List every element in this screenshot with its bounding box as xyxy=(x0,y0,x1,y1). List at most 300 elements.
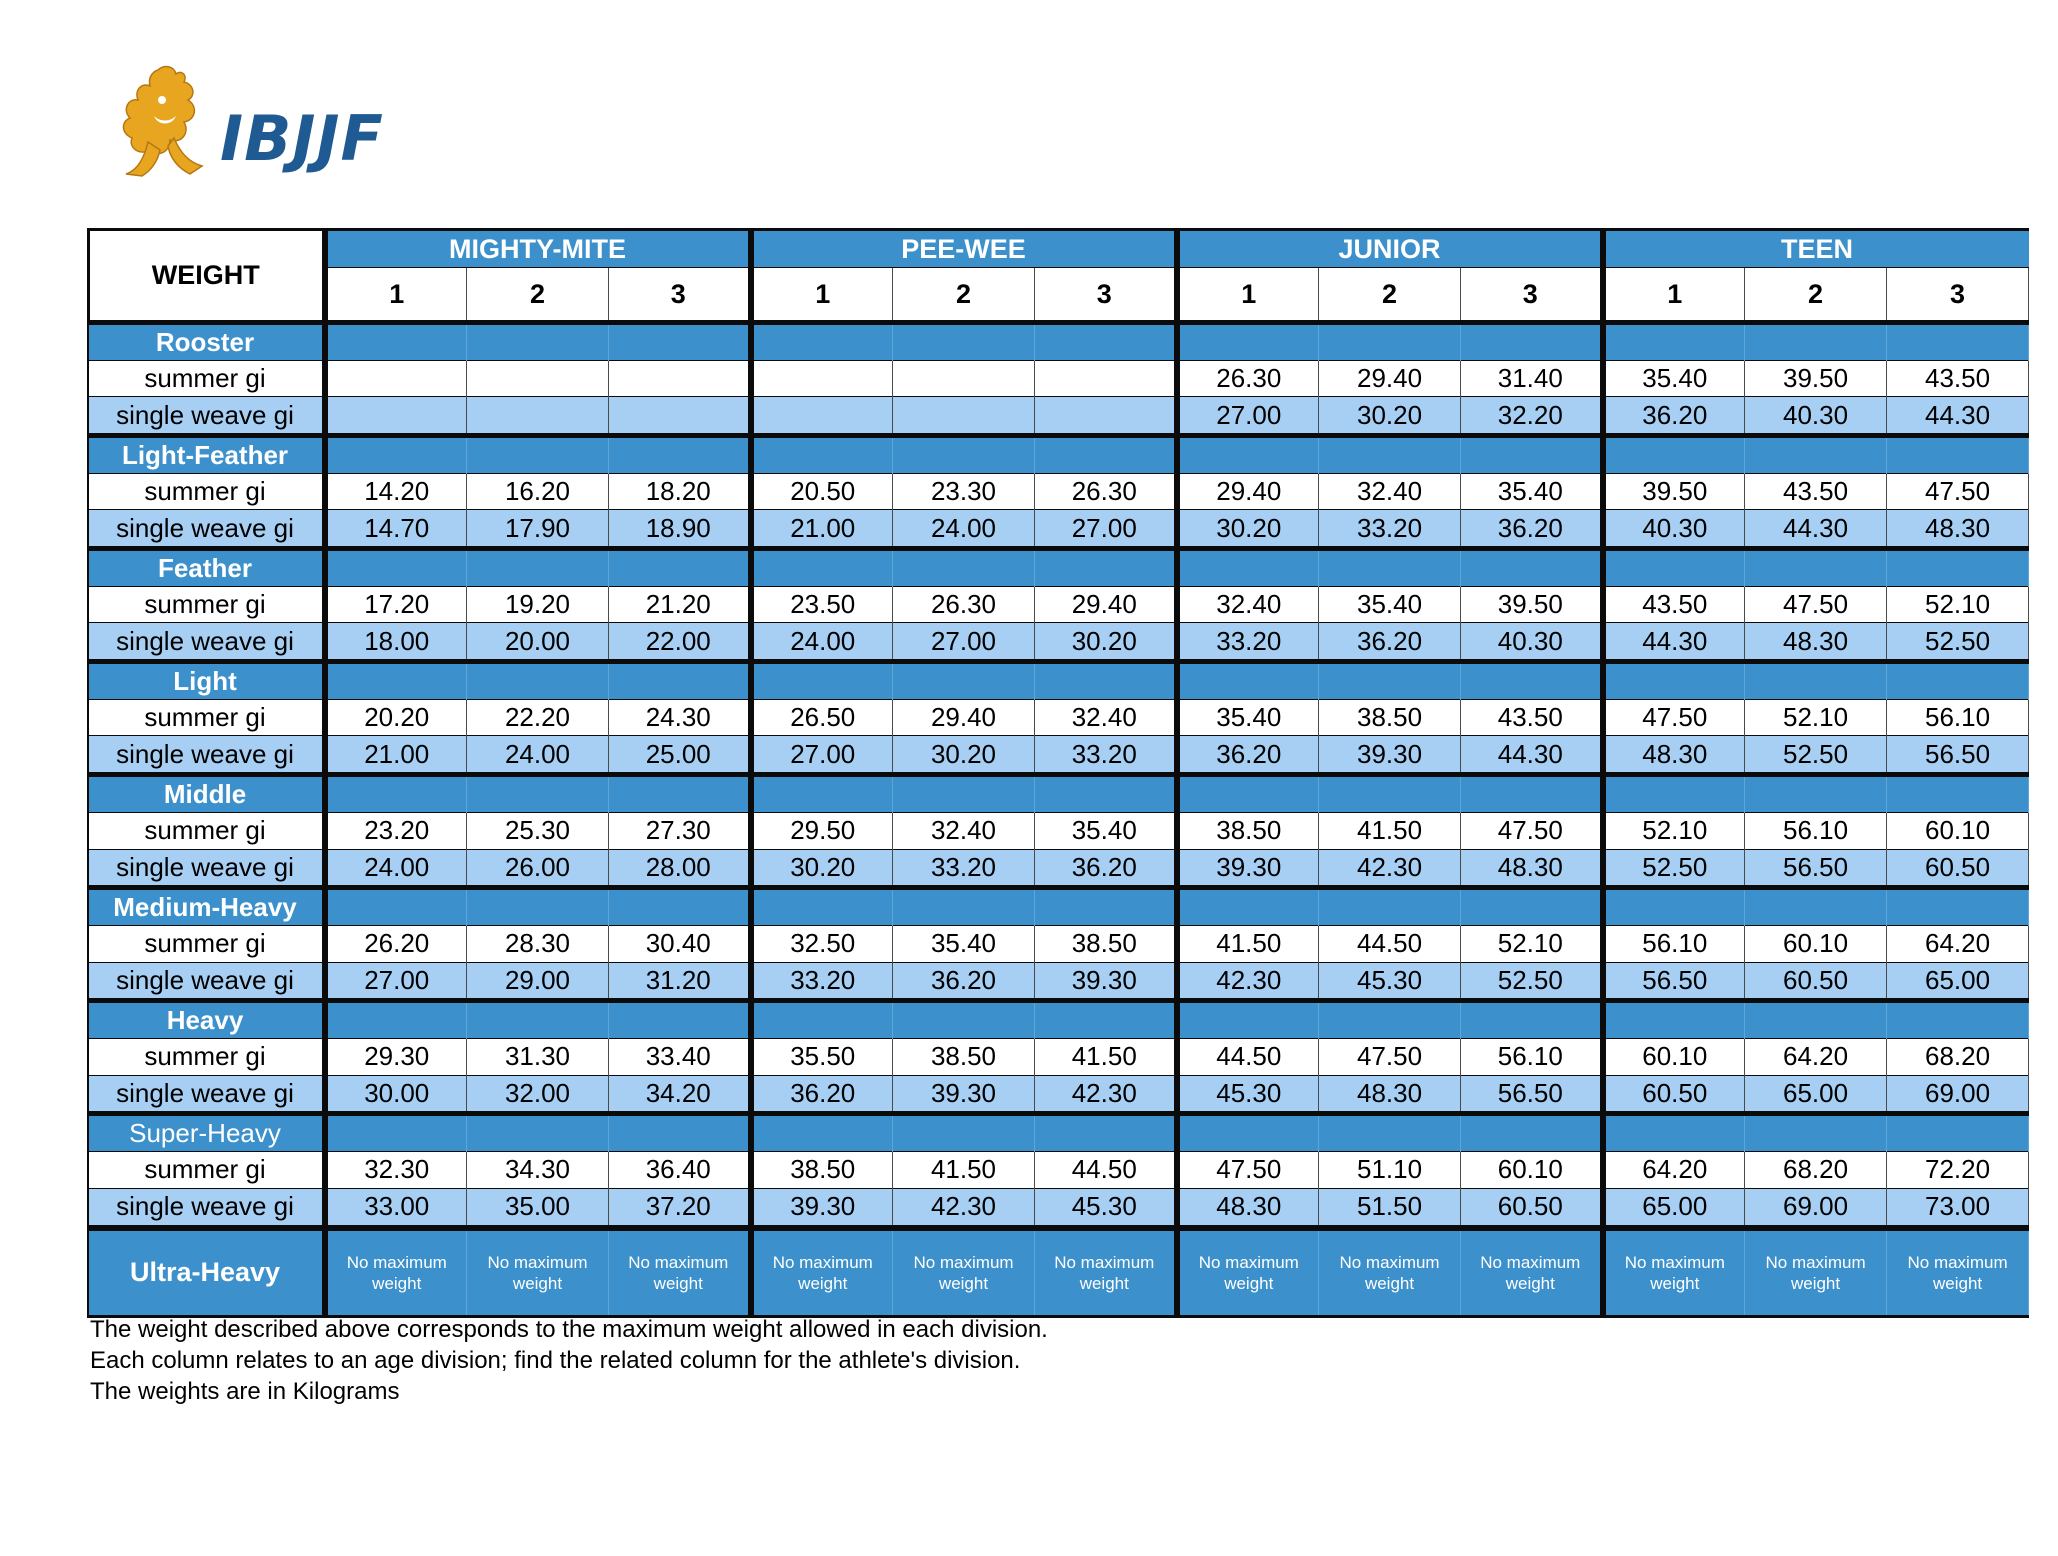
category-band-cell xyxy=(1319,1001,1461,1039)
weight-value: 65.00 xyxy=(1745,1075,1887,1114)
weight-value: 27.00 xyxy=(325,962,467,1001)
no-maximum-text: weight xyxy=(1932,1273,1983,1293)
weight-value: 60.50 xyxy=(1603,1075,1745,1114)
weight-value: 40.30 xyxy=(1603,510,1745,549)
weight-value: 41.50 xyxy=(1319,812,1461,849)
weight-value: 60.50 xyxy=(1745,962,1887,1001)
weight-value: 20.50 xyxy=(751,473,893,510)
weight-value: 35.00 xyxy=(467,1188,609,1227)
weight-value: 43.50 xyxy=(1603,586,1745,623)
category-band-cell xyxy=(1887,888,2029,926)
weight-row xyxy=(89,699,2029,736)
weight-value: 32.30 xyxy=(325,1152,467,1189)
no-maximum-cell xyxy=(609,1228,751,1317)
no-maximum-text: weight xyxy=(1790,1273,1841,1293)
weight-value: 44.30 xyxy=(1603,623,1745,662)
weight-value: 38.50 xyxy=(751,1152,893,1189)
no-maximum-text: No maximum xyxy=(1765,1252,1866,1272)
weight-value: 33.00 xyxy=(325,1188,467,1227)
weight-value: 44.30 xyxy=(1461,736,1603,775)
gi-type-label: summer gi xyxy=(89,360,325,397)
category-band-cell xyxy=(1745,775,1887,813)
category-band-cell xyxy=(1177,1114,1319,1152)
category-row xyxy=(89,888,2029,926)
age-subdivision-header: 1 xyxy=(751,268,893,323)
gi-type-label: summer gi xyxy=(89,699,325,736)
weight-value: 23.20 xyxy=(325,812,467,849)
weight-value xyxy=(467,397,609,436)
weight-value: 43.50 xyxy=(1887,360,2029,397)
weight-value: 39.30 xyxy=(1035,962,1177,1001)
weight-value: 29.40 xyxy=(1035,586,1177,623)
weight-value: 34.30 xyxy=(467,1152,609,1189)
category-band-cell xyxy=(1603,1001,1745,1039)
category-name: Ultra-Heavy xyxy=(89,1228,325,1317)
weight-value: 20.00 xyxy=(467,623,609,662)
weight-value: 39.50 xyxy=(1745,360,1887,397)
category-band-cell xyxy=(1319,888,1461,926)
weight-value: 56.10 xyxy=(1461,1039,1603,1076)
weight-value: 24.00 xyxy=(467,736,609,775)
weight-value: 24.30 xyxy=(609,699,751,736)
weight-value: 39.30 xyxy=(1319,736,1461,775)
weight-value: 35.40 xyxy=(1461,473,1603,510)
no-maximum-cell xyxy=(1745,1228,1887,1317)
weight-value: 40.30 xyxy=(1745,397,1887,436)
weight-value: 52.50 xyxy=(1887,623,2029,662)
weight-value: 38.50 xyxy=(1035,926,1177,963)
weight-value: 24.00 xyxy=(751,623,893,662)
weight-row xyxy=(89,360,2029,397)
category-band-cell xyxy=(1177,436,1319,474)
weight-value: 17.20 xyxy=(325,586,467,623)
footnotes xyxy=(90,1314,1048,1407)
weight-value: 48.30 xyxy=(1887,510,2029,549)
category-band-cell xyxy=(325,1114,467,1152)
weight-value: 30.20 xyxy=(893,736,1035,775)
gi-type-label: summer gi xyxy=(89,812,325,849)
weight-value: 36.20 xyxy=(1035,849,1177,888)
weight-value: 52.50 xyxy=(1461,962,1603,1001)
category-row xyxy=(89,662,2029,700)
weight-value: 56.50 xyxy=(1887,736,2029,775)
category-band-cell xyxy=(325,888,467,926)
category-band-cell xyxy=(325,549,467,587)
weight-value: 32.40 xyxy=(1035,699,1177,736)
age-subdivision-header: 1 xyxy=(1603,268,1745,323)
weight-value: 26.00 xyxy=(467,849,609,888)
category-band-cell xyxy=(609,775,751,813)
weight-row xyxy=(89,586,2029,623)
category-band-cell xyxy=(609,888,751,926)
weight-row xyxy=(89,1075,2029,1114)
category-band-cell xyxy=(325,323,467,361)
category-band-cell xyxy=(467,1114,609,1152)
no-maximum-text: weight xyxy=(512,1273,563,1293)
no-maximum-text: No maximum xyxy=(1054,1252,1155,1272)
weight-value: 30.20 xyxy=(1319,397,1461,436)
category-band-cell xyxy=(1745,436,1887,474)
weight-value: 34.20 xyxy=(609,1075,751,1114)
weight-value: 64.20 xyxy=(1745,1039,1887,1076)
weight-value: 39.50 xyxy=(1461,586,1603,623)
age-subdivision-header: 3 xyxy=(1887,268,2029,323)
weight-row xyxy=(89,1039,2029,1076)
weight-value: 36.20 xyxy=(751,1075,893,1114)
category-band-cell xyxy=(1177,323,1319,361)
weight-value: 56.10 xyxy=(1745,812,1887,849)
weight-value: 44.50 xyxy=(1177,1039,1319,1076)
weight-value: 52.10 xyxy=(1461,926,1603,963)
weight-value: 29.40 xyxy=(1319,360,1461,397)
category-band-cell xyxy=(1745,1001,1887,1039)
weight-value: 31.30 xyxy=(467,1039,609,1076)
gi-type-label: single weave gi xyxy=(89,849,325,888)
category-band-cell xyxy=(893,1114,1035,1152)
footnote-units: The weights are in Kilograms xyxy=(90,1378,400,1405)
category-band-cell xyxy=(893,323,1035,361)
weight-row xyxy=(89,926,2029,963)
footnote-max-weight: The weight described above corresponds to the maximum weight allowed in each division. xyxy=(90,1316,1048,1343)
ultra-heavy-row xyxy=(89,1228,2029,1317)
category-band-cell xyxy=(751,1001,893,1039)
category-row xyxy=(89,1001,2029,1039)
gi-type-label: summer gi xyxy=(89,1152,325,1189)
weight-value: 26.50 xyxy=(751,699,893,736)
weight-value: 52.10 xyxy=(1603,812,1745,849)
gi-type-label: single weave gi xyxy=(89,736,325,775)
category-band-cell xyxy=(893,1001,1035,1039)
category-band-cell xyxy=(609,436,751,474)
weight-value: 68.20 xyxy=(1887,1039,2029,1076)
weight-value: 25.30 xyxy=(467,812,609,849)
category-band-cell xyxy=(1035,662,1177,700)
weight-row xyxy=(89,1188,2029,1227)
weight-value: 17.90 xyxy=(467,510,609,549)
weight-value: 39.30 xyxy=(1177,849,1319,888)
category-band-cell xyxy=(1035,436,1177,474)
weight-value: 16.20 xyxy=(467,473,609,510)
weight-value xyxy=(893,397,1035,436)
category-band-cell xyxy=(467,323,609,361)
category-band-cell xyxy=(1887,775,2029,813)
weight-value: 35.40 xyxy=(1177,699,1319,736)
category-band-cell xyxy=(751,549,893,587)
category-row xyxy=(89,436,2029,474)
weight-value: 48.30 xyxy=(1745,623,1887,662)
weight-value: 26.20 xyxy=(325,926,467,963)
weight-row xyxy=(89,623,2029,662)
category-band-cell xyxy=(1035,323,1177,361)
weight-value: 51.10 xyxy=(1319,1152,1461,1189)
weight-value: 56.50 xyxy=(1461,1075,1603,1114)
weight-value: 72.20 xyxy=(1887,1152,2029,1189)
weight-value: 30.20 xyxy=(1177,510,1319,549)
category-band-cell xyxy=(1461,888,1603,926)
weight-value: 60.50 xyxy=(1461,1188,1603,1227)
category-band-cell xyxy=(751,662,893,700)
weight-value xyxy=(751,397,893,436)
weight-value: 18.20 xyxy=(609,473,751,510)
category-band-cell xyxy=(609,549,751,587)
category-band-cell xyxy=(1319,662,1461,700)
weight-value xyxy=(467,360,609,397)
category-band-cell xyxy=(1603,323,1745,361)
weight-value: 36.20 xyxy=(1461,510,1603,549)
weight-value: 47.50 xyxy=(1177,1152,1319,1189)
ibjjf-logo xyxy=(118,62,418,188)
no-maximum-text: weight xyxy=(372,1273,422,1293)
weight-value: 35.50 xyxy=(751,1039,893,1076)
no-maximum-text: No maximum xyxy=(487,1252,588,1272)
weight-value: 35.40 xyxy=(1319,586,1461,623)
weight-value: 60.10 xyxy=(1887,812,2029,849)
category-band-cell xyxy=(893,549,1035,587)
age-subdivision-header: 2 xyxy=(893,268,1035,323)
gi-type-label: summer gi xyxy=(89,586,325,623)
weight-value xyxy=(1035,360,1177,397)
age-subdivision-header: 1 xyxy=(1177,268,1319,323)
weight-value: 56.50 xyxy=(1603,962,1745,1001)
category-band-cell xyxy=(893,436,1035,474)
no-maximum-text: No maximum xyxy=(628,1252,729,1272)
weight-value: 30.00 xyxy=(325,1075,467,1114)
no-maximum-cell xyxy=(1319,1228,1461,1317)
weight-value: 23.50 xyxy=(751,586,893,623)
weight-value: 35.40 xyxy=(893,926,1035,963)
weight-value: 48.30 xyxy=(1319,1075,1461,1114)
no-maximum-cell xyxy=(467,1228,609,1317)
no-maximum-text: weight xyxy=(1364,1273,1415,1293)
category-band-cell xyxy=(467,888,609,926)
no-maximum-text: weight xyxy=(1650,1273,1700,1293)
age-subdivision-header: 3 xyxy=(1461,268,1603,323)
weight-value: 41.50 xyxy=(893,1152,1035,1189)
weight-value: 47.50 xyxy=(1745,586,1887,623)
gi-type-label: single weave gi xyxy=(89,962,325,1001)
weight-value: 47.50 xyxy=(1887,473,2029,510)
weight-value: 21.20 xyxy=(609,586,751,623)
no-maximum-text: No maximum xyxy=(1339,1252,1440,1272)
no-maximum-text: weight xyxy=(653,1273,703,1293)
category-band-cell xyxy=(1035,1001,1177,1039)
weight-value xyxy=(609,360,751,397)
weight-value: 45.30 xyxy=(1035,1188,1177,1227)
weight-value: 24.00 xyxy=(325,849,467,888)
category-band-cell xyxy=(1603,775,1745,813)
no-maximum-text: weight xyxy=(938,1273,989,1293)
weight-value: 51.50 xyxy=(1319,1188,1461,1227)
category-band-cell xyxy=(325,775,467,813)
weight-value: 36.20 xyxy=(1319,623,1461,662)
weight-value: 36.20 xyxy=(1603,397,1745,436)
category-band-cell xyxy=(1745,323,1887,361)
age-subdivision-header: 3 xyxy=(1035,268,1177,323)
category-band-cell xyxy=(751,436,893,474)
weight-value: 52.50 xyxy=(1745,736,1887,775)
weight-value: 28.00 xyxy=(609,849,751,888)
gi-type-label: single weave gi xyxy=(89,510,325,549)
weight-value: 29.40 xyxy=(893,699,1035,736)
weight-row xyxy=(89,812,2029,849)
division-header: JUNIOR xyxy=(1177,230,1603,268)
weight-value: 65.00 xyxy=(1887,962,2029,1001)
no-maximum-text: No maximum xyxy=(1198,1252,1299,1272)
weight-value: 21.00 xyxy=(325,736,467,775)
weight-value: 29.30 xyxy=(325,1039,467,1076)
weight-value: 42.30 xyxy=(1035,1075,1177,1114)
weight-value: 64.20 xyxy=(1887,926,2029,963)
category-band-cell xyxy=(1887,1001,2029,1039)
weight-value: 60.10 xyxy=(1461,1152,1603,1189)
category-band-cell xyxy=(1461,662,1603,700)
gi-type-label: summer gi xyxy=(89,926,325,963)
weight-row xyxy=(89,510,2029,549)
weight-value: 42.30 xyxy=(1177,962,1319,1001)
category-band-cell xyxy=(1461,436,1603,474)
category-name: Super-Heavy xyxy=(89,1114,325,1152)
category-band-cell xyxy=(893,662,1035,700)
no-maximum-cell xyxy=(325,1228,467,1317)
logo-text: IBJJF xyxy=(220,102,384,175)
no-maximum-text: No maximum xyxy=(1907,1252,2008,1272)
category-band-cell xyxy=(609,1114,751,1152)
category-band-cell xyxy=(467,775,609,813)
category-band-cell xyxy=(1745,1114,1887,1152)
weight-value: 52.10 xyxy=(1745,699,1887,736)
weight-value: 32.40 xyxy=(1319,473,1461,510)
weight-value xyxy=(751,360,893,397)
weight-value: 43.50 xyxy=(1745,473,1887,510)
weight-value: 37.20 xyxy=(609,1188,751,1227)
weight-value: 27.00 xyxy=(1177,397,1319,436)
category-band-cell xyxy=(1603,888,1745,926)
weight-value xyxy=(325,360,467,397)
weight-value: 39.30 xyxy=(893,1075,1035,1114)
category-name: Middle xyxy=(89,775,325,813)
no-maximum-cell xyxy=(1603,1228,1745,1317)
no-maximum-text: No maximum xyxy=(1624,1252,1725,1272)
weight-value xyxy=(609,397,751,436)
category-band-cell xyxy=(1319,323,1461,361)
weight-value: 19.20 xyxy=(467,586,609,623)
weight-value: 56.50 xyxy=(1745,849,1887,888)
weight-value: 32.40 xyxy=(1177,586,1319,623)
gi-type-label: single weave gi xyxy=(89,1188,325,1227)
category-band-cell xyxy=(1461,775,1603,813)
category-band-cell xyxy=(1177,888,1319,926)
category-row xyxy=(89,1114,2029,1152)
weight-value: 38.50 xyxy=(1319,699,1461,736)
weight-value: 22.20 xyxy=(467,699,609,736)
category-band-cell xyxy=(1319,775,1461,813)
weight-value: 25.00 xyxy=(609,736,751,775)
gi-type-label: single weave gi xyxy=(89,623,325,662)
weight-value: 28.30 xyxy=(467,926,609,963)
no-maximum-text: weight xyxy=(1224,1273,1274,1293)
category-band-cell xyxy=(1177,1001,1319,1039)
weight-value: 33.20 xyxy=(1177,623,1319,662)
no-maximum-text: No maximum xyxy=(913,1252,1014,1272)
weight-value: 32.00 xyxy=(467,1075,609,1114)
category-row xyxy=(89,323,2029,361)
weight-value: 26.30 xyxy=(1177,360,1319,397)
weight-value: 30.20 xyxy=(751,849,893,888)
category-band-cell xyxy=(1035,888,1177,926)
category-band-cell xyxy=(1177,775,1319,813)
weight-row xyxy=(89,397,2029,436)
category-band-cell xyxy=(467,549,609,587)
weight-value: 27.00 xyxy=(1035,510,1177,549)
weight-value: 56.10 xyxy=(1603,926,1745,963)
weight-value: 68.20 xyxy=(1745,1152,1887,1189)
no-maximum-text: weight xyxy=(1505,1273,1555,1293)
weight-value: 18.00 xyxy=(325,623,467,662)
weight-value: 39.30 xyxy=(751,1188,893,1227)
weight-row xyxy=(89,849,2029,888)
category-band-cell xyxy=(1177,549,1319,587)
weight-value: 69.00 xyxy=(1887,1075,2029,1114)
weight-value: 48.30 xyxy=(1177,1188,1319,1227)
age-subdivision-header: 2 xyxy=(1319,268,1461,323)
category-band-cell xyxy=(1603,1114,1745,1152)
weight-value: 18.90 xyxy=(609,510,751,549)
category-band-cell xyxy=(467,436,609,474)
category-band-cell xyxy=(1603,436,1745,474)
category-band-cell xyxy=(325,1001,467,1039)
footnote-age-division: Each column relates to an age division; find the related column for the athlete's division. xyxy=(90,1347,1021,1374)
category-band-cell xyxy=(1887,323,2029,361)
weight-value: 60.10 xyxy=(1745,926,1887,963)
division-header: MIGHTY-MITE xyxy=(325,230,751,268)
weight-value: 30.20 xyxy=(1035,623,1177,662)
weight-value: 45.30 xyxy=(1177,1075,1319,1114)
weight-value: 35.40 xyxy=(1603,360,1745,397)
category-band-cell xyxy=(1461,549,1603,587)
category-name: Heavy xyxy=(89,1001,325,1039)
weight-value: 47.50 xyxy=(1461,812,1603,849)
no-maximum-text: No maximum xyxy=(346,1252,447,1272)
weight-value: 33.20 xyxy=(893,849,1035,888)
category-band-cell xyxy=(1319,436,1461,474)
category-name: Light xyxy=(89,662,325,700)
category-band-cell xyxy=(893,775,1035,813)
category-band-cell xyxy=(1035,1114,1177,1152)
weight-value: 26.30 xyxy=(893,586,1035,623)
weight-value: 44.30 xyxy=(1887,397,2029,436)
age-subdivision-header: 3 xyxy=(609,268,751,323)
weight-value: 24.00 xyxy=(893,510,1035,549)
weight-value: 43.50 xyxy=(1461,699,1603,736)
weight-value: 60.10 xyxy=(1603,1039,1745,1076)
no-maximum-cell xyxy=(1461,1228,1603,1317)
weight-row xyxy=(89,736,2029,775)
weight-value: 52.10 xyxy=(1887,586,2029,623)
weight-value: 42.30 xyxy=(893,1188,1035,1227)
category-band-cell xyxy=(325,436,467,474)
weight-value: 21.00 xyxy=(751,510,893,549)
category-band-cell xyxy=(1745,549,1887,587)
gi-type-label: summer gi xyxy=(89,473,325,510)
no-maximum-cell xyxy=(751,1228,893,1317)
weight-value: 32.40 xyxy=(893,812,1035,849)
weight-value: 33.20 xyxy=(751,962,893,1001)
category-band-cell xyxy=(751,323,893,361)
weight-value: 36.40 xyxy=(609,1152,751,1189)
weight-value: 29.00 xyxy=(467,962,609,1001)
category-band-cell xyxy=(467,1001,609,1039)
weight-value: 36.20 xyxy=(893,962,1035,1001)
